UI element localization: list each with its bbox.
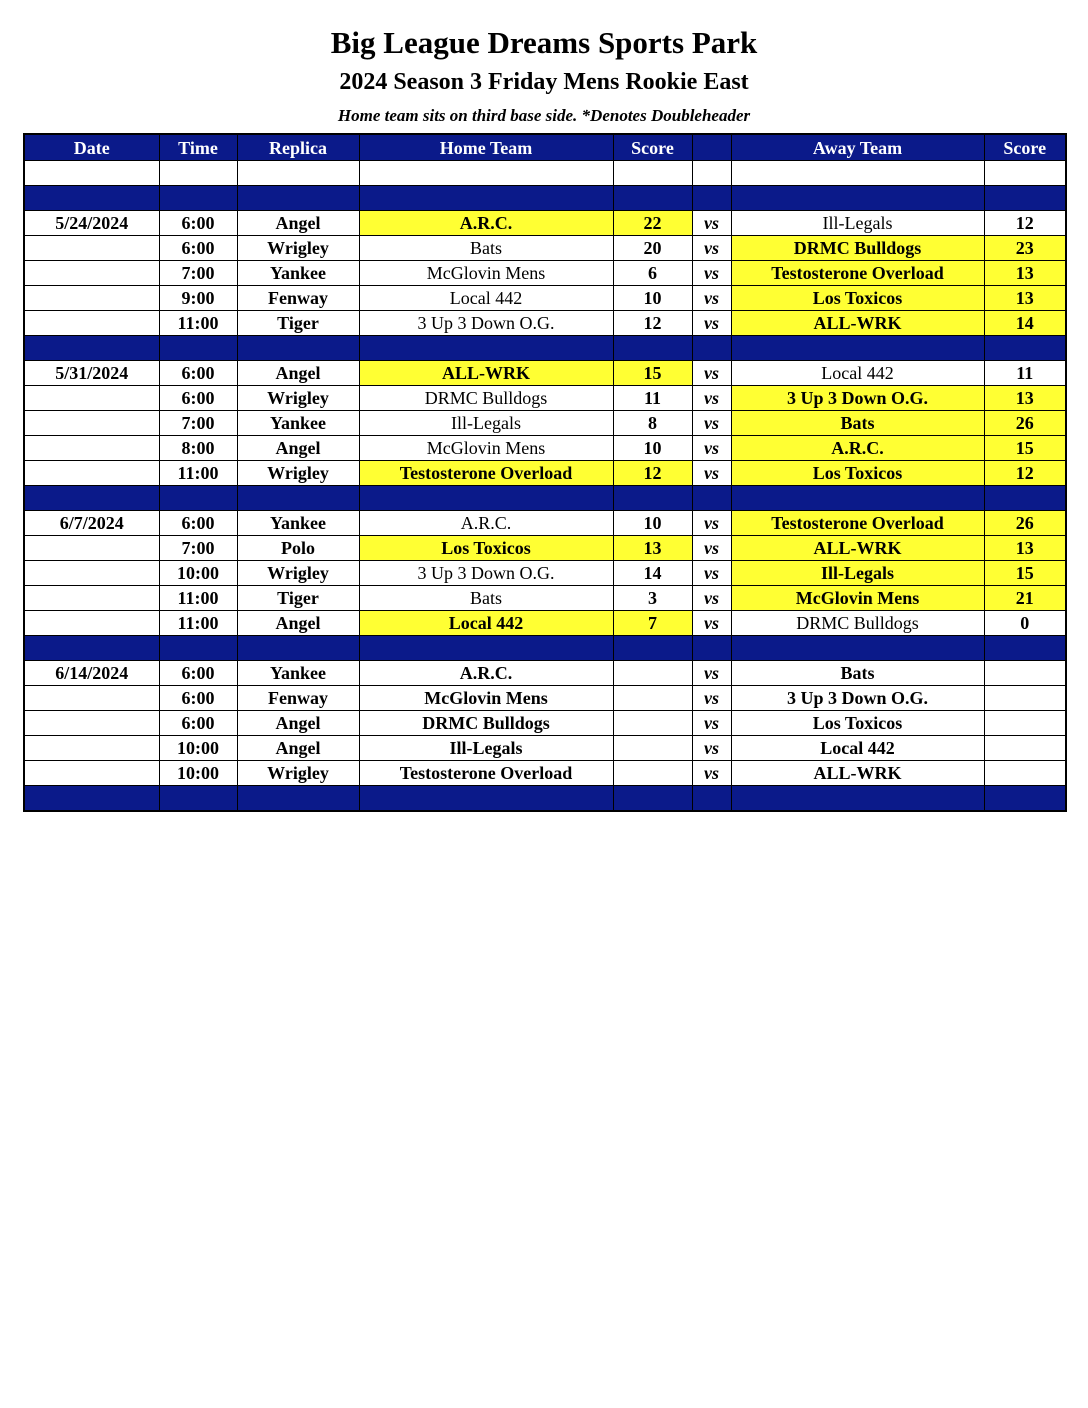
table-row <box>24 311 1066 336</box>
vs-cell: vs <box>692 661 731 686</box>
separator-cell <box>613 486 692 511</box>
section-separator-row <box>24 786 1066 812</box>
replica-cell: Angel <box>237 611 359 636</box>
date-cell <box>24 286 159 311</box>
away-score-cell: 11 <box>984 361 1066 386</box>
replica-cell: Angel <box>237 211 359 236</box>
home-team-cell: Los Toxicos <box>359 536 613 561</box>
vs-cell: vs <box>692 511 731 536</box>
away-team-cell: Bats <box>731 661 984 686</box>
replica-cell: Tiger <box>237 586 359 611</box>
replica-cell: Angel <box>237 436 359 461</box>
away-team-cell: Los Toxicos <box>731 711 984 736</box>
replica-cell: Yankee <box>237 261 359 286</box>
away-score-cell: 23 <box>984 236 1066 261</box>
vs-cell: vs <box>692 361 731 386</box>
vs-cell: vs <box>692 536 731 561</box>
replica-cell: Tiger <box>237 311 359 336</box>
date-cell <box>24 586 159 611</box>
away-team-cell: Bats <box>731 411 984 436</box>
table-row <box>24 761 1066 786</box>
away-team-cell: Testosterone Overload <box>731 511 984 536</box>
separator-cell <box>159 336 237 361</box>
home-team-cell: ALL-WRK <box>359 361 613 386</box>
date-cell: 6/7/2024 <box>24 511 159 536</box>
home-team-cell: A.R.C. <box>359 211 613 236</box>
replica-cell: Polo <box>237 536 359 561</box>
vs-cell: vs <box>692 386 731 411</box>
blank-cell <box>692 161 731 186</box>
replica-cell: Yankee <box>237 661 359 686</box>
separator-cell <box>359 786 613 812</box>
time-cell: 10:00 <box>159 736 237 761</box>
column-header-away-team: Away Team <box>731 134 984 161</box>
replica-cell: Fenway <box>237 286 359 311</box>
home-score-cell <box>613 736 692 761</box>
table-row <box>24 511 1066 536</box>
home-score-cell: 13 <box>613 536 692 561</box>
away-team-cell: Testosterone Overload <box>731 261 984 286</box>
blank-cell <box>237 161 359 186</box>
schedule-body <box>24 161 1066 812</box>
away-score-cell: 15 <box>984 561 1066 586</box>
column-header-away-score: Score <box>984 134 1066 161</box>
home-score-cell: 3 <box>613 586 692 611</box>
away-team-cell: Local 442 <box>731 736 984 761</box>
home-team-cell: McGlovin Mens <box>359 261 613 286</box>
separator-cell <box>24 186 159 211</box>
away-score-cell: 15 <box>984 436 1066 461</box>
date-cell <box>24 411 159 436</box>
away-score-cell: 21 <box>984 586 1066 611</box>
separator-cell <box>692 636 731 661</box>
home-score-cell: 10 <box>613 436 692 461</box>
date-cell: 5/31/2024 <box>24 361 159 386</box>
date-cell <box>24 461 159 486</box>
home-score-cell <box>613 711 692 736</box>
time-cell: 11:00 <box>159 586 237 611</box>
separator-cell <box>984 336 1066 361</box>
separator-cell <box>359 486 613 511</box>
home-team-cell: A.R.C. <box>359 511 613 536</box>
away-score-cell: 0 <box>984 611 1066 636</box>
vs-cell: vs <box>692 761 731 786</box>
date-cell <box>24 561 159 586</box>
away-score-cell <box>984 761 1066 786</box>
date-cell <box>24 761 159 786</box>
away-score-cell <box>984 711 1066 736</box>
away-score-cell: 13 <box>984 386 1066 411</box>
home-score-cell <box>613 686 692 711</box>
vs-cell: vs <box>692 461 731 486</box>
blank-cell <box>613 161 692 186</box>
section-separator-row <box>24 336 1066 361</box>
away-score-cell: 13 <box>984 286 1066 311</box>
blank-cell <box>159 161 237 186</box>
time-cell: 6:00 <box>159 211 237 236</box>
table-row <box>24 386 1066 411</box>
replica-cell: Fenway <box>237 686 359 711</box>
replica-cell: Angel <box>237 736 359 761</box>
replica-cell: Yankee <box>237 511 359 536</box>
table-header-row <box>24 134 1066 161</box>
time-cell: 7:00 <box>159 411 237 436</box>
home-team-cell: Bats <box>359 586 613 611</box>
table-row <box>24 686 1066 711</box>
away-team-cell: ALL-WRK <box>731 311 984 336</box>
home-score-cell: 6 <box>613 261 692 286</box>
away-team-cell: Los Toxicos <box>731 461 984 486</box>
table-row <box>24 236 1066 261</box>
vs-cell: vs <box>692 611 731 636</box>
separator-cell <box>984 486 1066 511</box>
time-cell: 7:00 <box>159 261 237 286</box>
page-title: Big League Dreams Sports Park <box>330 25 758 60</box>
home-score-cell <box>613 761 692 786</box>
separator-cell <box>984 786 1066 812</box>
date-cell <box>24 436 159 461</box>
separator-cell <box>24 336 159 361</box>
column-header-replica: Replica <box>237 134 359 161</box>
home-team-cell: A.R.C. <box>359 661 613 686</box>
separator-cell <box>359 336 613 361</box>
table-row <box>24 461 1066 486</box>
home-score-cell: 12 <box>613 311 692 336</box>
table-row <box>24 711 1066 736</box>
separator-cell <box>24 486 159 511</box>
away-team-cell: 3 Up 3 Down O.G. <box>731 686 984 711</box>
home-team-cell: DRMC Bulldogs <box>359 386 613 411</box>
away-team-cell: 3 Up 3 Down O.G. <box>731 386 984 411</box>
table-row <box>24 261 1066 286</box>
blank-cell <box>984 161 1066 186</box>
separator-cell <box>613 636 692 661</box>
replica-cell: Wrigley <box>237 236 359 261</box>
table-row <box>24 361 1066 386</box>
vs-cell: vs <box>692 711 731 736</box>
away-score-cell: 13 <box>984 536 1066 561</box>
home-score-cell: 15 <box>613 361 692 386</box>
table-row <box>24 586 1066 611</box>
separator-cell <box>692 786 731 812</box>
time-cell: 6:00 <box>159 661 237 686</box>
away-team-cell: Los Toxicos <box>731 286 984 311</box>
blank-cell <box>24 161 159 186</box>
away-score-cell <box>984 661 1066 686</box>
time-cell: 6:00 <box>159 711 237 736</box>
home-team-cell: McGlovin Mens <box>359 686 613 711</box>
home-score-cell: 10 <box>613 511 692 536</box>
away-team-cell: Local 442 <box>731 361 984 386</box>
replica-cell: Yankee <box>237 411 359 436</box>
home-team-cell: Local 442 <box>359 611 613 636</box>
time-cell: 11:00 <box>159 611 237 636</box>
separator-cell <box>359 636 613 661</box>
home-team-cell: McGlovin Mens <box>359 436 613 461</box>
away-team-cell: Ill-Legals <box>731 211 984 236</box>
separator-cell <box>237 786 359 812</box>
vs-cell: vs <box>692 686 731 711</box>
separator-cell <box>731 336 984 361</box>
away-team-cell: ALL-WRK <box>731 536 984 561</box>
separator-cell <box>159 486 237 511</box>
table-row <box>24 286 1066 311</box>
home-score-cell: 14 <box>613 561 692 586</box>
separator-cell <box>359 186 613 211</box>
time-cell: 8:00 <box>159 436 237 461</box>
home-score-cell: 11 <box>613 386 692 411</box>
table-row <box>24 411 1066 436</box>
column-header-date: Date <box>24 134 159 161</box>
time-cell: 6:00 <box>159 511 237 536</box>
time-cell: 9:00 <box>159 286 237 311</box>
time-cell: 10:00 <box>159 561 237 586</box>
home-score-cell: 22 <box>613 211 692 236</box>
date-cell: 6/14/2024 <box>24 661 159 686</box>
separator-cell <box>731 186 984 211</box>
time-cell: 11:00 <box>159 461 237 486</box>
separator-cell <box>731 786 984 812</box>
separator-cell <box>984 636 1066 661</box>
home-score-cell: 10 <box>613 286 692 311</box>
away-score-cell: 12 <box>984 211 1066 236</box>
replica-cell: Wrigley <box>237 761 359 786</box>
separator-cell <box>613 186 692 211</box>
home-score-cell: 8 <box>613 411 692 436</box>
time-cell: 11:00 <box>159 311 237 336</box>
separator-cell <box>731 636 984 661</box>
vs-cell: vs <box>692 261 731 286</box>
vs-cell: vs <box>692 236 731 261</box>
replica-cell: Wrigley <box>237 386 359 411</box>
vs-cell: vs <box>692 736 731 761</box>
vs-cell: vs <box>692 211 731 236</box>
separator-cell <box>692 486 731 511</box>
vs-cell: vs <box>692 411 731 436</box>
date-cell <box>24 711 159 736</box>
replica-cell: Wrigley <box>237 561 359 586</box>
separator-cell <box>24 636 159 661</box>
table-row <box>24 211 1066 236</box>
away-score-cell: 14 <box>984 311 1066 336</box>
table-row <box>24 661 1066 686</box>
schedule-note: Home team sits on third base side. *Denotes Doubleheader <box>337 106 751 125</box>
away-team-cell: A.R.C. <box>731 436 984 461</box>
time-cell: 6:00 <box>159 686 237 711</box>
time-cell: 10:00 <box>159 761 237 786</box>
separator-cell <box>159 636 237 661</box>
date-cell <box>24 611 159 636</box>
table-row <box>24 536 1066 561</box>
separator-cell <box>984 186 1066 211</box>
home-team-cell: Ill-Legals <box>359 736 613 761</box>
vs-cell: vs <box>692 286 731 311</box>
away-team-cell: DRMC Bulldogs <box>731 611 984 636</box>
separator-cell <box>731 486 984 511</box>
schedule-table <box>23 133 1067 812</box>
separator-cell <box>237 336 359 361</box>
date-cell <box>24 311 159 336</box>
away-score-cell: 13 <box>984 261 1066 286</box>
home-team-cell: DRMC Bulldogs <box>359 711 613 736</box>
blank-cell <box>731 161 984 186</box>
replica-cell: Wrigley <box>237 461 359 486</box>
separator-cell <box>24 786 159 812</box>
page-subtitle: 2024 Season 3 Friday Mens Rookie East <box>339 69 749 95</box>
time-cell: 6:00 <box>159 386 237 411</box>
home-team-cell: Bats <box>359 236 613 261</box>
date-cell <box>24 261 159 286</box>
column-header-time: Time <box>159 134 237 161</box>
separator-cell <box>159 786 237 812</box>
date-cell <box>24 236 159 261</box>
away-score-cell: 26 <box>984 511 1066 536</box>
home-score-cell: 20 <box>613 236 692 261</box>
table-row <box>24 436 1066 461</box>
away-score-cell: 12 <box>984 461 1066 486</box>
vs-cell: vs <box>692 561 731 586</box>
time-cell: 6:00 <box>159 236 237 261</box>
away-score-cell <box>984 736 1066 761</box>
vs-cell: vs <box>692 586 731 611</box>
separator-cell <box>237 186 359 211</box>
time-cell: 6:00 <box>159 361 237 386</box>
separator-cell <box>237 486 359 511</box>
vs-cell: vs <box>692 311 731 336</box>
away-team-cell: Ill-Legals <box>731 561 984 586</box>
blank-cell <box>359 161 613 186</box>
separator-cell <box>613 786 692 812</box>
away-score-cell <box>984 686 1066 711</box>
date-cell <box>24 686 159 711</box>
home-team-cell: Testosterone Overload <box>359 761 613 786</box>
column-header-home-team: Home Team <box>359 134 613 161</box>
vs-cell: vs <box>692 436 731 461</box>
replica-cell: Angel <box>237 711 359 736</box>
column-header-vs <box>692 134 731 161</box>
away-score-cell: 26 <box>984 411 1066 436</box>
home-team-cell: Testosterone Overload <box>359 461 613 486</box>
table-row <box>24 611 1066 636</box>
home-score-cell: 12 <box>613 461 692 486</box>
away-team-cell: ALL-WRK <box>731 761 984 786</box>
separator-cell <box>237 636 359 661</box>
separator-cell <box>692 336 731 361</box>
away-team-cell: McGlovin Mens <box>731 586 984 611</box>
separator-cell <box>613 336 692 361</box>
section-separator-row <box>24 486 1066 511</box>
blank-row <box>24 161 1066 186</box>
home-team-cell: Ill-Legals <box>359 411 613 436</box>
home-score-cell: 7 <box>613 611 692 636</box>
date-cell: 5/24/2024 <box>24 211 159 236</box>
replica-cell: Angel <box>237 361 359 386</box>
column-header-home-score: Score <box>613 134 692 161</box>
section-separator-row <box>24 636 1066 661</box>
date-cell <box>24 536 159 561</box>
home-team-cell: 3 Up 3 Down O.G. <box>359 561 613 586</box>
section-separator-row <box>24 186 1066 211</box>
home-score-cell <box>613 661 692 686</box>
home-team-cell: Local 442 <box>359 286 613 311</box>
table-row <box>24 736 1066 761</box>
time-cell: 7:00 <box>159 536 237 561</box>
separator-cell <box>692 186 731 211</box>
table-row <box>24 561 1066 586</box>
date-cell <box>24 736 159 761</box>
away-team-cell: DRMC Bulldogs <box>731 236 984 261</box>
date-cell <box>24 386 159 411</box>
home-team-cell: 3 Up 3 Down O.G. <box>359 311 613 336</box>
separator-cell <box>159 186 237 211</box>
